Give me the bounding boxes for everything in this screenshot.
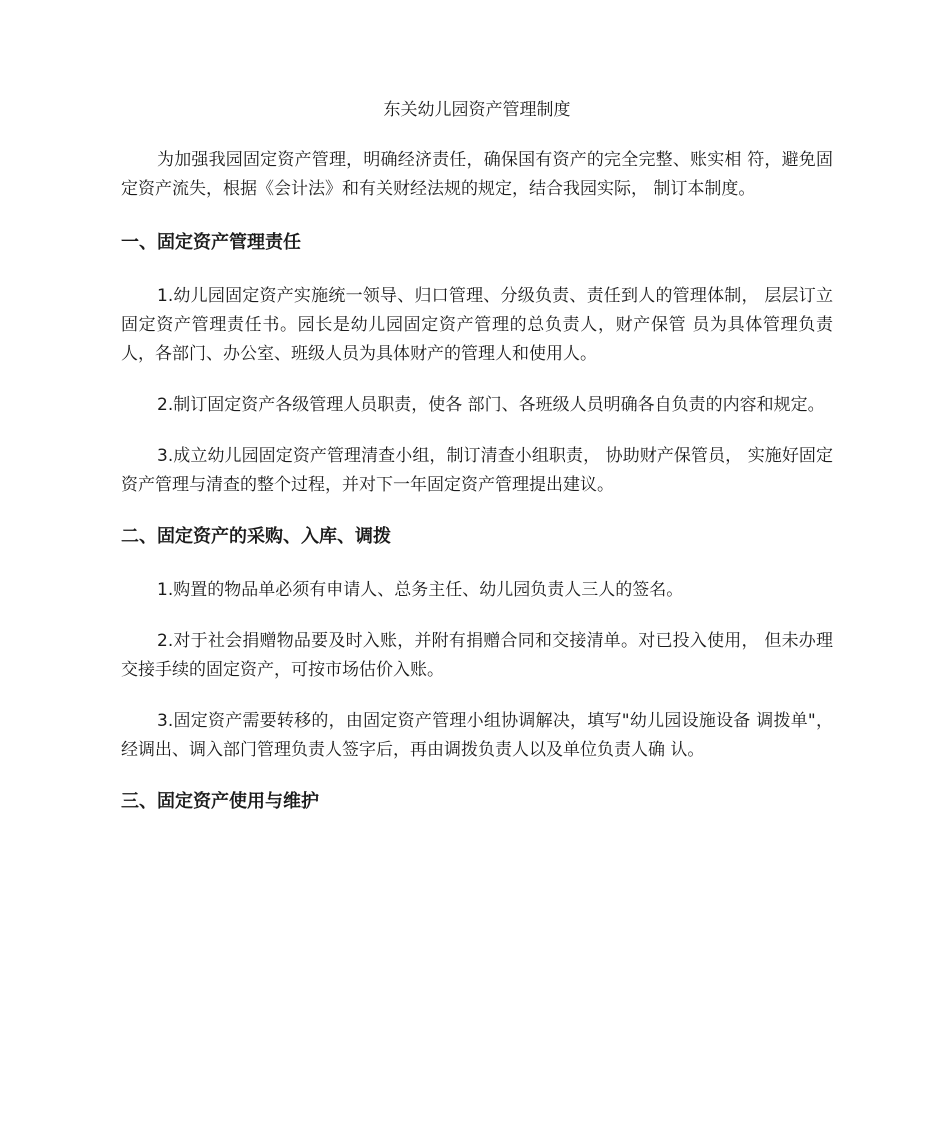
section-heading-2: 二、固定资产的采购、入库、调拨 xyxy=(121,526,391,547)
document-body xyxy=(121,96,833,841)
section-1-paragraph-3: 3.成立幼儿园固定资产管理清查小组，制订清查小组职责， 协助财产保管员， 实施好固定资产管理与清查的整个过程，并对下一年固定资产管理提出建议。 xyxy=(121,446,833,495)
intro-paragraph: 为加强我园固定资产管理，明确经济责任，确保国有资产的完全完整、账实相 符，避免固定资产流失，根据《会计法》和有关财经法规的规定，结合我园实际， 制订本制度。 xyxy=(121,150,833,199)
document-title: 东关幼儿园资产管理制度 xyxy=(383,100,571,120)
section-1-paragraph-2: 2.制订固定资产各级管理人员职责，使各 部门、各班级人员明确各自负责的内容和规定。 xyxy=(157,395,825,415)
section-heading-1: 一、固定资产管理责任 xyxy=(121,232,301,253)
section-2-paragraph-3: 3.固定资产需要转移的，由固定资产管理小组协调解决，填写"幼儿园设施设备 调拨单"，经调出、调入部门管理负责人签字后，再由调拨负责人以及单位负责人确 认。 xyxy=(121,711,833,760)
section-1-paragraph-1: 1.幼儿园固定资产实施统一领导、归口管理、分级负责、责任到人的管理体制， 层层订立固定资产管理责任书。园长是幼儿园固定资产管理的总负责人，财产保管 员为具体管理负责人，各部门、办公室、班级人员为具体财产的管理人和使用人。 xyxy=(121,286,833,364)
section-heading-3: 三、固定资产使用与维护 xyxy=(121,791,319,812)
section-2-paragraph-1: 1.购置的物品单必须有申请人、总务主任、幼儿园负责人三人的签名。 xyxy=(157,580,684,600)
section-2-paragraph-2: 2.对于社会捐赠物品要及时入账，并附有捐赠合同和交接清单。对已投入使用， 但未办理交接手续的固定资产，可按市场估价入账。 xyxy=(121,631,833,680)
